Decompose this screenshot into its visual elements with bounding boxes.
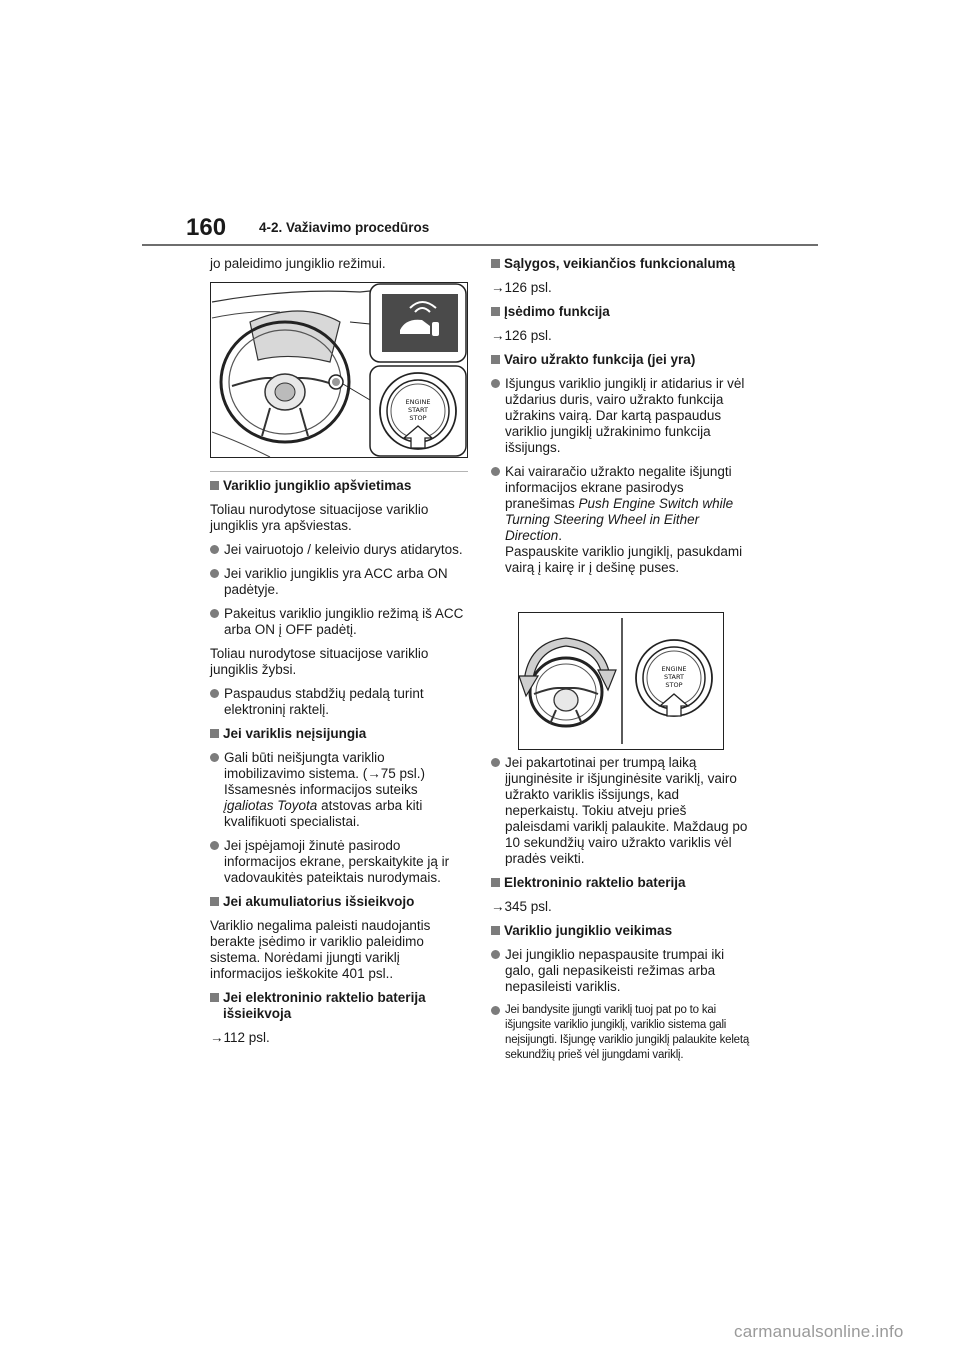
text-run: Paspauskite variklio jungiklį, pasukdami vairą į kairę ir į dešinę puses.	[505, 544, 743, 575]
right-column-bottom	[491, 755, 751, 1071]
emphasis-text: Push Engine Switch while Turning Steering Wheel in Either Direction	[505, 496, 734, 543]
bullet-item: Jei jungiklio nepaspausite trumpai iki galo, gali nepasikeisti režimas arba nepasileisti variklis.	[491, 947, 751, 995]
button-text-start: START	[663, 673, 685, 681]
button-text-engine: ENGINE	[661, 665, 687, 673]
button-text-stop: STOP	[665, 681, 683, 689]
engine-start-stop-button-icon	[636, 640, 712, 716]
heading-conditions: Sąlygos, veikiančios funkcionalumą	[491, 256, 751, 272]
heading-steering-lock: Vairo užrakto funkcija (jei yra)	[491, 352, 751, 368]
heading-key-battery-depleted: Jei elektroninio raktelio baterija išsieikvoja	[210, 990, 468, 1022]
page-reference: →126 psl.	[491, 280, 552, 295]
bullet-item	[210, 750, 468, 830]
right-column-top	[491, 256, 751, 584]
engine-start-stop-button-icon	[380, 373, 456, 449]
page-reference: →345 psl.	[491, 899, 552, 914]
button-text-start: START	[407, 406, 429, 414]
bullet-item: Pakeitus variklio jungiklio režimą iš ACC arba ON į OFF padėtį.	[210, 606, 468, 638]
paragraph: Toliau nurodytose situacijose variklio jungiklis žybsi.	[210, 646, 429, 677]
steering-lock-figure	[518, 612, 724, 750]
bullet-item: Išjungus variklio jungiklį ir atidarius ir vėl uždarius duris, vairo užrakto funkcija užrakins vairą. Dar kartą paspaudus variklio jungiklį užrakinimo funkcija išsijungs.	[491, 376, 751, 456]
heading-engine-not-start: Jei variklis neįsijungia	[210, 726, 468, 742]
heading-battery-discharged: Jei akumuliatorius išsieikvojo	[210, 894, 468, 910]
bullet-item: Paspaudus stabdžių pedalą turint elektroninį raktelį.	[210, 686, 468, 718]
bullet-item: Jei įspėjamoji žinutė pasirodo informacijos ekrane, perskaitykite ją ir vadovaukitės pateiktais nurodymais.	[210, 838, 468, 886]
heading-entry-function: Įsėdimo funkcija	[491, 304, 751, 320]
page-reference: →126 psl.	[491, 328, 552, 343]
paragraph: Toliau nurodytose situacijose variklio jungiklis yra apšviestas.	[210, 502, 429, 533]
button-text-stop: STOP	[409, 414, 427, 422]
page-number: 160	[186, 214, 227, 241]
page-reference: →112 psl.	[210, 1030, 270, 1045]
header-rule	[142, 244, 818, 246]
bullet-item: Jei pakartotinai per trumpą laiką įjunginėsite ir išjunginėsite variklį, vairo užrakto variklis išsijungs, kad neperkaistų. Tokiu atveju prieš paleisdami variklį palaukite. Maždaug po 10 sekundžių vairo užrakto variklis vėl pradės veikti.	[491, 755, 751, 867]
dashboard-figure	[210, 282, 468, 458]
text-run: .	[558, 528, 563, 543]
watermark: carmanualsonline.info	[734, 1322, 904, 1341]
left-column-intro	[210, 256, 468, 280]
heading-switch-illumination: Variklio jungiklio apšvietimas	[210, 478, 468, 494]
section-divider	[210, 471, 468, 472]
left-column	[210, 478, 468, 1054]
heading-switch-operation: Variklio jungiklio veikimas	[491, 923, 751, 939]
text-run: Gali būti neišjungta variklio imobilizavimo sistema. (→75 psl.) Išsamesnės informacijos suteiks	[224, 750, 426, 797]
paragraph: Variklio negalima paleisti naudojantis berakte įsėdimo ir variklio paleidimo sistema. Norėdami įjungti variklį informacijos ieškokite 401 psl..	[210, 918, 431, 981]
bullet-item: Jei bandysite įjungti variklį tuoj pat po to kai išjungsite variklio jungiklį, variklio sistema gali neįsijungti. Išjungę variklio jungiklį palaukite keletą sekundžių prieš vėl įjungdami variklį.	[491, 1003, 751, 1063]
section-title: 4-2. Važiavimo procedūros	[259, 220, 430, 235]
bullet-item	[491, 464, 751, 576]
text-run: atstovas arba kiti kvalifikuoti specialistai.	[224, 798, 423, 829]
button-text-engine: ENGINE	[405, 398, 431, 406]
text-run: Kai vairaračio užrakto negalite išjungti informacijos ekrane pasirodys pranešimas	[505, 464, 732, 511]
bullet-item: Jei variklio jungiklis yra ACC arba ON padėtyje.	[210, 566, 468, 598]
bullet-item: Jei vairuotojo / keleivio durys atidarytos.	[210, 542, 468, 558]
heading-key-battery: Elektroninio raktelio baterija	[491, 875, 751, 891]
intro-text: jo paleidimo jungiklio režimui.	[210, 256, 386, 271]
emphasis-text: įgaliotas Toyota	[224, 798, 318, 813]
